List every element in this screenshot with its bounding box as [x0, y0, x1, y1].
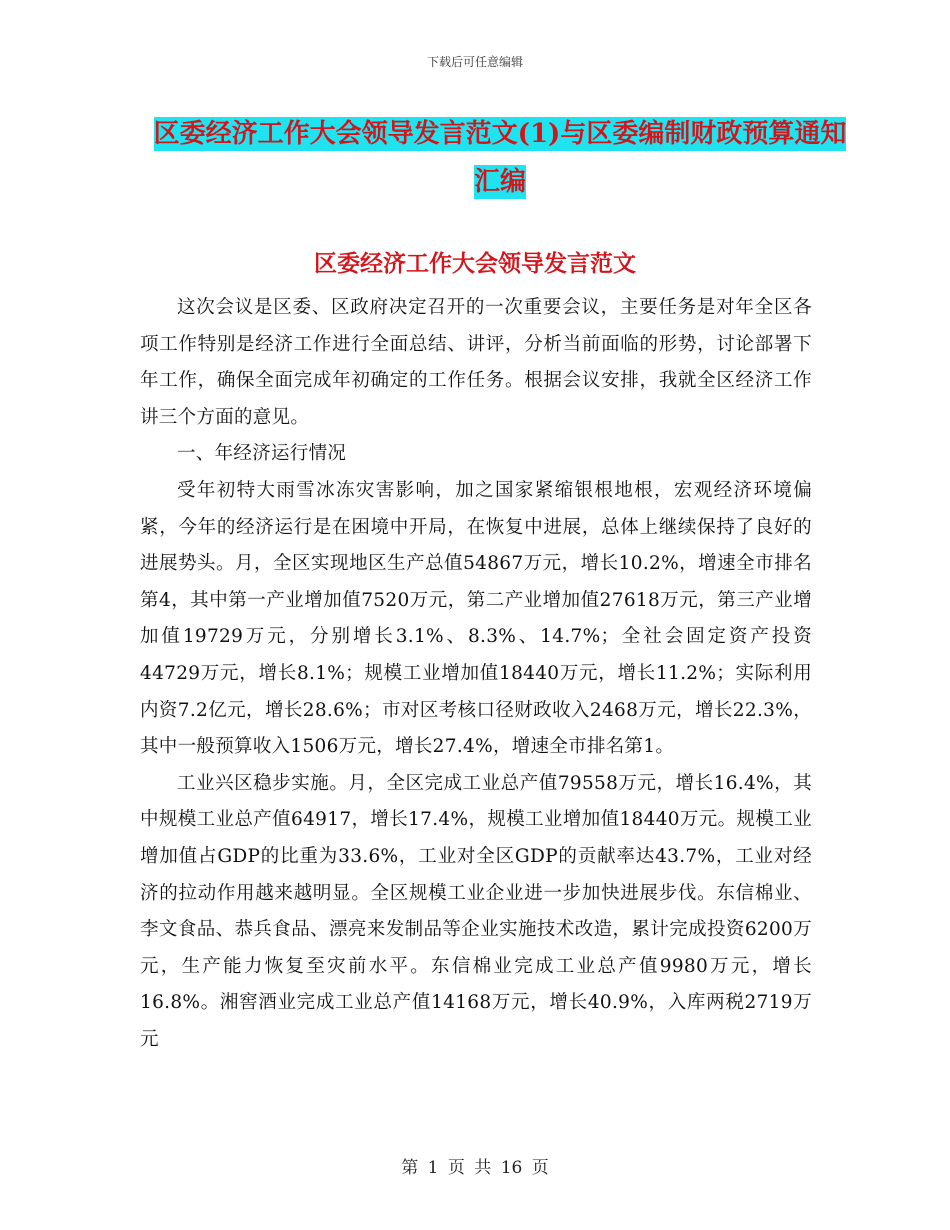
paragraph-intro: 这次会议是区委、区政府决定召开的一次重要会议，主要任务是对年全区各项工作特别是经济工作进行全面总结、讲评，分析当前面临的形势，讨论部署下年工作，确保全面完成年初确定的工作任务。根据会议安排，我就全区经济工作讲三个方面的意见。 [140, 297, 812, 428]
paragraph-economy: 受年初特大雨雪冰冻灾害影响，加之国家紧缩银根地根，宏观经济环境偏紧，今年的经济运行是在困境中开局，在恢复中进展，总体上继续保持了良好的进展势头。月，全区实现地区生产总值54867万元，增长10.2%，增速全市排名第4，其中第一产业增加值7520万元，第二产业增加值27618万元，第三产业增加值19729万元，分别增长3.1%、8.3%、14.7%；全社会固定资产投资44729万元，增长8.1%；规模工业增加值18440万元，增长11.2%；实际利用内资7.2亿元，增长28.6%；市对区考核口径财政收入2468万元，增长22.3%，其中一般预算收入1506万元，增长27.4%，增速全市排名第1。 [140, 479, 812, 758]
page-number: 第 1 页 共 16 页 [401, 1158, 549, 1178]
paragraph-heading: 一、年经济运行情况 [177, 443, 347, 465]
document-title-text: 区委经济工作大会领导发言范文(1)与区委编制财政预算通知汇编 [153, 119, 847, 197]
header-note: 下载后可任意编辑 [426, 55, 523, 69]
body-text [140, 290, 812, 1058]
section-title: 区委经济工作大会领导发言范文 [314, 250, 636, 277]
document-title [150, 110, 850, 206]
paragraph-industry: 工业兴区稳步实施。月，全区完成工业总产值79558万元，增长16.4%，其中规模工业总产值64917，增长17.4%，规模工业增加值18440万元。规模工业增加值占GDP的比重为33.6%，工业对全区GDP的贡献率达43.7%，工业对经济的拉动作用越来越明显。全区规模工业企业进一步加快进展步伐。东信棉业、李文食品、恭兵食品、漂亮来发制品等企业实施技术改造，累计完成投资6200万元，生产能力恢复至灾前水平。东信棉业完成工业总产值9980万元，增长16.8%。湘窖酒业完成工业总产值14168万元，增长40.9%，入库两税2719万元 [140, 772, 812, 1050]
